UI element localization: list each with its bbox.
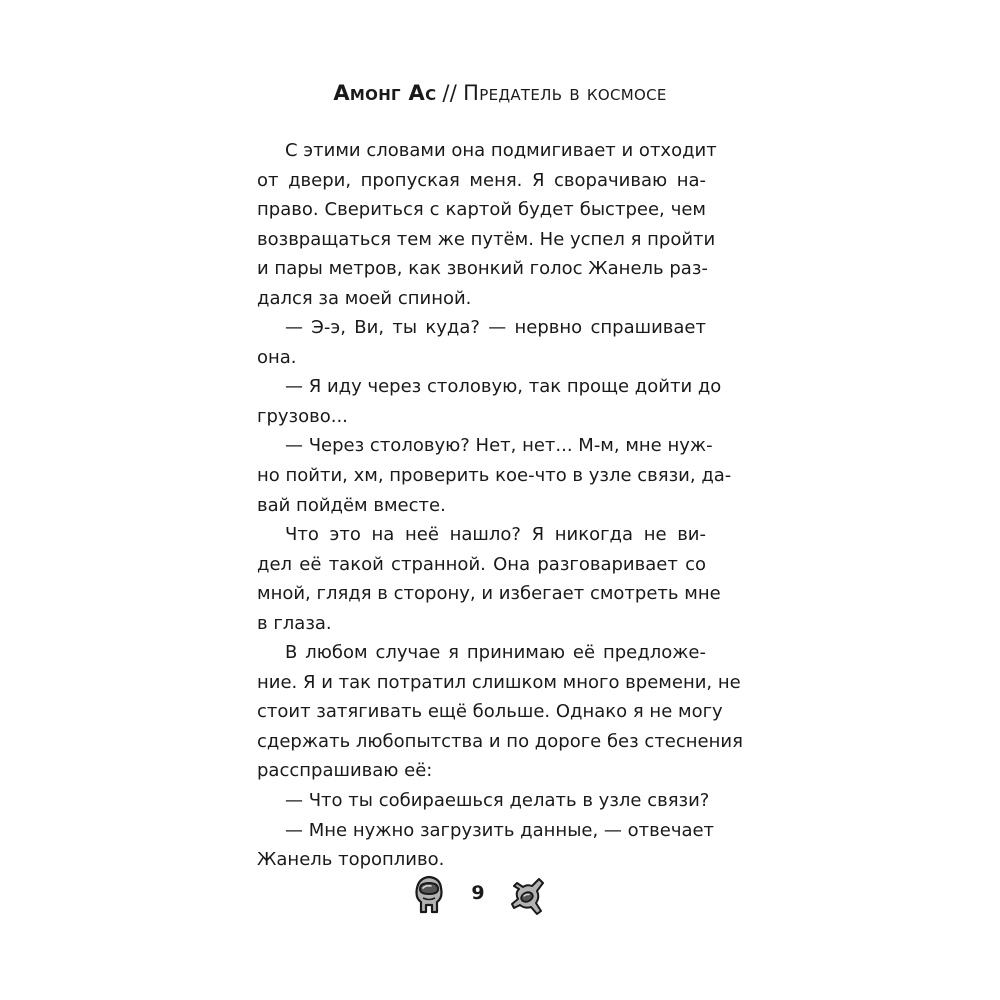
text-line: — Что ты собираешься делать в узле связи? [285, 790, 710, 812]
text-line: и пары метров, как звонкий голос Жанель раз- [257, 258, 708, 280]
crewmate-floating-icon [510, 874, 546, 916]
text-line: дел её такой странной. Она разговаривает со [257, 553, 706, 575]
running-head [0, 79, 1000, 107]
body-text [257, 136, 743, 875]
text-line: в глаза. [257, 612, 332, 634]
text-line: право. Свериться с картой будет быстрее, чем [257, 199, 706, 221]
text-line: — Я иду через столовую, так проще дойти до [285, 376, 722, 398]
text-line: от двери, пропуская меня. Я сворачиваю на- [257, 169, 706, 191]
text-line: мной, глядя в сторону, и избегает смотреть мне [257, 583, 721, 605]
text-line: Что это на неё нашло? Я никогда не ви- [285, 524, 706, 546]
book-title: Амонг Ас [333, 81, 437, 105]
text-line: возвращаться тем же путём. Не успел я пройти [257, 228, 716, 250]
text-line: дался за моей спиной. [257, 287, 472, 309]
header-separator: // [442, 81, 458, 105]
text-line: она. [257, 346, 297, 368]
text-line: вай пойдём вместе. [257, 494, 446, 516]
text-line: грузово... [257, 405, 348, 427]
page-footer [0, 874, 1000, 918]
page-number: 9 [471, 882, 485, 904]
text-line: ние. Я и так потратил слишком много времени, не [257, 671, 741, 693]
text-line: сдержать любопытства и по дороге без стеснения [257, 730, 743, 752]
text-line: но пойти, хм, проверить кое-что в узле связи, да- [257, 465, 732, 487]
text-line: — Через столовую? Нет, нет... М-м, мне нуж- [285, 435, 713, 457]
text-line: — Мне нужно загрузить данные, — отвечает [285, 819, 715, 841]
text-line: расспрашиваю её: [257, 760, 433, 782]
text-line: С этими словами она подмигивает и отходит [285, 140, 717, 161]
text-line: стоит затягивать ещё больше. Однако я не могу [257, 701, 723, 723]
text-line: В любом случае я принимаю её предложе- [285, 642, 706, 664]
book-subtitle: Предатель в космосе [463, 81, 667, 105]
text-line: Жанель торопливо. [257, 849, 445, 871]
text-line: — Э-э, Ви, ты куда? — нервно спрашивает [285, 317, 706, 339]
crewmate-standing-icon [411, 874, 447, 914]
